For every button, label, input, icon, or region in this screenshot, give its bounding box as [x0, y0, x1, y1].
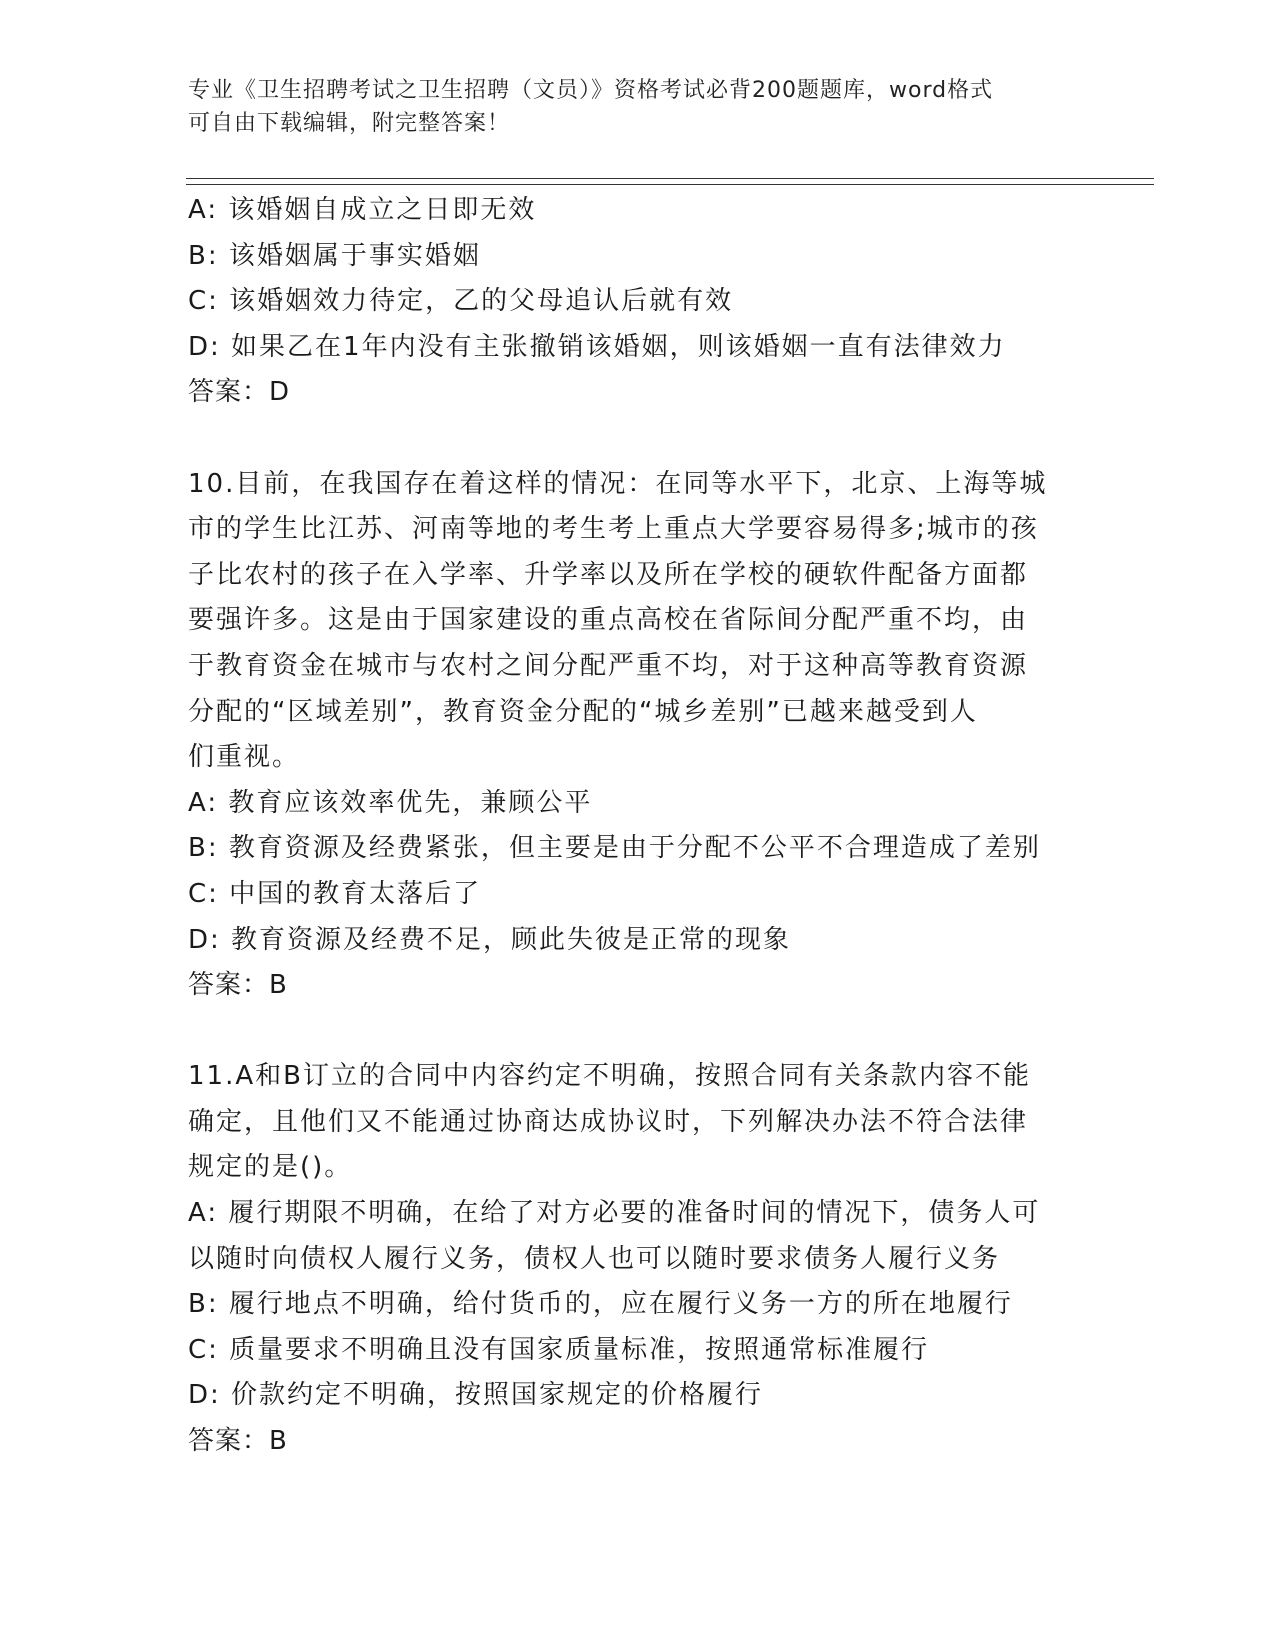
question-stem-line: 确定，且他们又不能通过协商达成协议时，下列解决办法不符合法律	[188, 1106, 1029, 1137]
header-rule-top	[186, 178, 1154, 179]
option-b: B: 履行地点不明确，给付货币的，应在履行义务一方的所在地履行	[188, 1289, 1013, 1320]
question-stem-line: 要强许多。这是由于国家建设的重点高校在省际间分配严重不均，由	[188, 605, 1029, 636]
option-a: A: 该婚姻自成立之日即无效	[188, 195, 537, 225]
header-rule-bottom	[186, 184, 1154, 185]
answer: 答案：B	[188, 1426, 288, 1457]
question-stem-line: 分配的“区域差别”，教育资金分配的“城乡差别”已越来越受到人	[188, 696, 978, 727]
option-a: A: 教育应该效率优先，兼顾公平	[188, 787, 593, 818]
header-line-2: 可自由下载编辑，附完整答案！	[188, 111, 511, 136]
question-stem-line: 子比农村的孩子在入学率、升学率以及所在学校的硬软件配备方面都	[188, 559, 1029, 590]
option-d: D: 教育资源及经费不足，顾此失彼是正常的现象	[188, 924, 792, 955]
option-d: D: 如果乙在1年内没有主张撤销该婚姻，则该婚姻一直有法律效力	[188, 331, 1006, 362]
document-body	[188, 188, 1088, 1465]
answer: 答案：D	[188, 377, 291, 408]
question-11	[188, 1054, 1088, 1464]
question-stem-line: 规定的是()。	[188, 1152, 353, 1183]
option-b: B: 该婚姻属于事实婚姻	[188, 240, 481, 271]
question-9	[188, 188, 1088, 416]
question-stem-line: 市的学生比江苏、河南等地的考生考上重点大学要容易得多;城市的孩	[188, 514, 1039, 545]
option-c: C: 质量要求不明确且没有国家质量标准，按照通常标准履行	[188, 1334, 930, 1365]
option-a-continued: 以随时向债权人履行义务，债权人也可以随时要求债务人履行义务	[188, 1243, 1001, 1274]
question-stem-line: 于教育资金在城市与农村之间分配严重不均，对于这种高等教育资源	[188, 650, 1029, 681]
option-a: A: 履行期限不明确，在给了对方必要的准备时间的情况下，债务人可	[188, 1198, 1041, 1229]
option-c: C: 该婚姻效力待定，乙的父母追认后就有效	[188, 286, 734, 317]
spacer	[188, 1009, 1088, 1055]
page-header	[188, 74, 1068, 140]
question-stem-line: 11.A和B订立的合同中内容约定不明确，按照合同有关条款内容不能	[188, 1061, 1031, 1092]
header-line-1: 专业《卫生招聘考试之卫生招聘（文员）》资格考试必背200题题库，word格式	[188, 78, 994, 103]
option-c: C: 中国的教育太落后了	[188, 878, 482, 909]
option-d: D: 价款约定不明确，按照国家规定的价格履行	[188, 1380, 764, 1411]
option-b: B: 教育资源及经费紧张，但主要是由于分配不公平不合理造成了差别	[188, 833, 1041, 864]
question-10	[188, 462, 1088, 1009]
question-stem-line: 们重视。	[188, 742, 301, 773]
spacer	[188, 416, 1088, 462]
answer: 答案：B	[188, 970, 288, 1001]
question-stem-line: 10.目前，在我国存在着这样的情况：在同等水平下，北京、上海等城	[188, 468, 1048, 499]
